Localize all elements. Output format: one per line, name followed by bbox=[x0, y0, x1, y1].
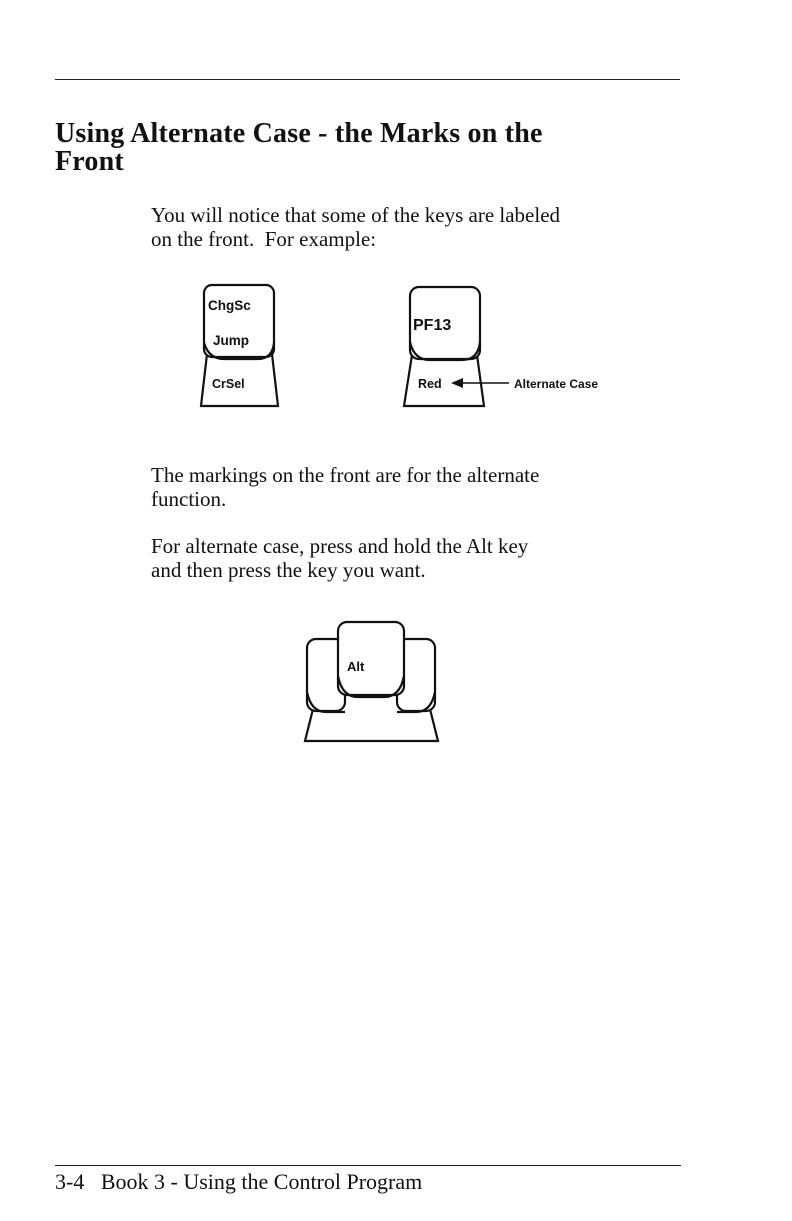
intro-line-1: You will notice that some of the keys are labeled bbox=[151, 203, 561, 227]
markings-line-1: The markings on the front are for the alternate bbox=[151, 463, 540, 487]
callout-label: Alternate Case bbox=[514, 377, 599, 391]
key-front-label-crsel: CrSel bbox=[212, 377, 245, 391]
page-number: 3-4 bbox=[55, 1169, 85, 1194]
intro-line-2: on the front. For example: bbox=[151, 227, 377, 251]
key-label-alt: Alt bbox=[347, 659, 365, 674]
heading-line-2: Front bbox=[55, 146, 124, 177]
howto-line-2: and then press the key you want. bbox=[151, 558, 426, 582]
howto-line-1: For alternate case, press and hold the Alt key bbox=[151, 534, 529, 558]
key-front-label-red: Red bbox=[418, 377, 442, 391]
footer-title: Book 3 - Using the Control Program bbox=[100, 1169, 423, 1194]
page-footer bbox=[55, 1169, 422, 1195]
key-label-jump: Jump bbox=[213, 333, 250, 348]
bottom-rule bbox=[55, 1165, 681, 1166]
heading-line-1: Using Alternate Case - the Marks on the bbox=[55, 118, 543, 149]
alt-key-assembly bbox=[305, 622, 438, 741]
markings-line-2: function. bbox=[151, 487, 227, 511]
key-label-chgsc: ChgSc bbox=[208, 298, 251, 313]
key-label-pf13: PF13 bbox=[413, 317, 452, 334]
